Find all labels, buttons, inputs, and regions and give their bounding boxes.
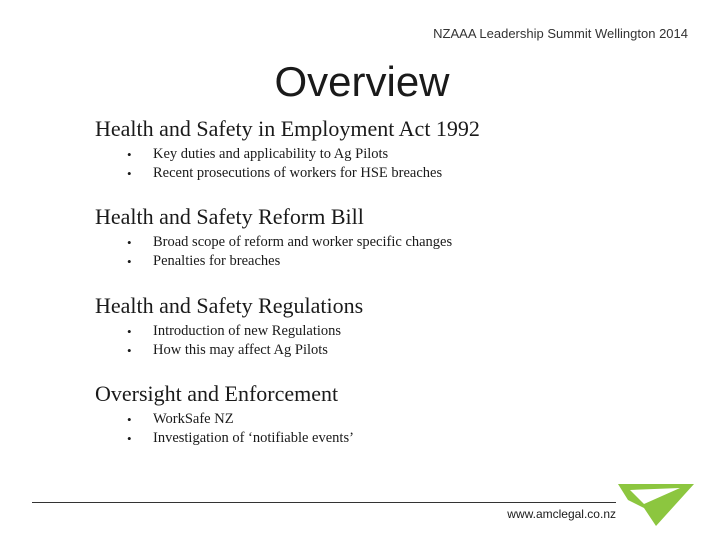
section-hse-act	[95, 114, 695, 202]
bullet-dot-icon: •	[127, 342, 132, 358]
slide-content	[95, 114, 695, 468]
bullet-dot-icon: •	[127, 254, 132, 270]
bullet-item	[95, 164, 695, 183]
bullet-list	[95, 233, 695, 271]
bullet-text: Penalties for breaches	[153, 253, 281, 270]
section-heading: Health and Safety Regulations	[95, 292, 364, 318]
bullet-list	[95, 145, 695, 183]
bullet-item	[95, 252, 695, 271]
slide-title: Overview	[274, 58, 450, 105]
bullet-dot-icon: •	[127, 235, 132, 251]
bullet-text: Broad scope of reform and worker specific changes	[153, 234, 453, 251]
bullet-text: Introduction of new Regulations	[153, 322, 342, 339]
bullet-item	[95, 233, 695, 252]
bullet-dot-icon: •	[127, 147, 132, 162]
section-heading: Health and Safety Reform Bill	[95, 204, 364, 230]
bullet-dot-icon: •	[127, 166, 132, 181]
bullet-item	[95, 322, 695, 341]
paper-plane-logo-icon	[616, 482, 696, 528]
bullet-list	[95, 410, 695, 448]
bullet-item	[95, 145, 695, 164]
bullet-item	[95, 429, 695, 448]
footer-url[interactable]: www.amclegal.co.nz	[507, 507, 616, 521]
bullet-text: WorkSafe NZ	[153, 411, 234, 428]
bullet-item	[95, 410, 695, 429]
bullet-text: Key duties and applicability to Ag Pilots	[153, 146, 389, 162]
bullet-text: Investigation of ‘notifiable events’	[153, 430, 354, 447]
bullet-list	[95, 322, 695, 360]
section-heading: Health and Safety in Employment Act 1992	[95, 116, 480, 141]
bullet-text: How this may affect Ag Pilots	[153, 341, 328, 358]
section-reform-bill	[95, 202, 695, 290]
bullet-text: Recent prosecutions of workers for HSE breaches	[153, 165, 443, 181]
bullet-dot-icon: •	[127, 323, 132, 339]
footer-divider	[32, 502, 616, 503]
bullet-item	[95, 341, 695, 360]
event-label: NZAAA Leadership Summit Wellington 2014	[433, 26, 688, 41]
bullet-dot-icon: •	[127, 412, 132, 428]
section-regulations	[95, 291, 695, 379]
section-enforcement	[95, 379, 695, 467]
bullet-dot-icon: •	[127, 431, 132, 447]
section-heading: Oversight and Enforcement	[95, 381, 339, 407]
